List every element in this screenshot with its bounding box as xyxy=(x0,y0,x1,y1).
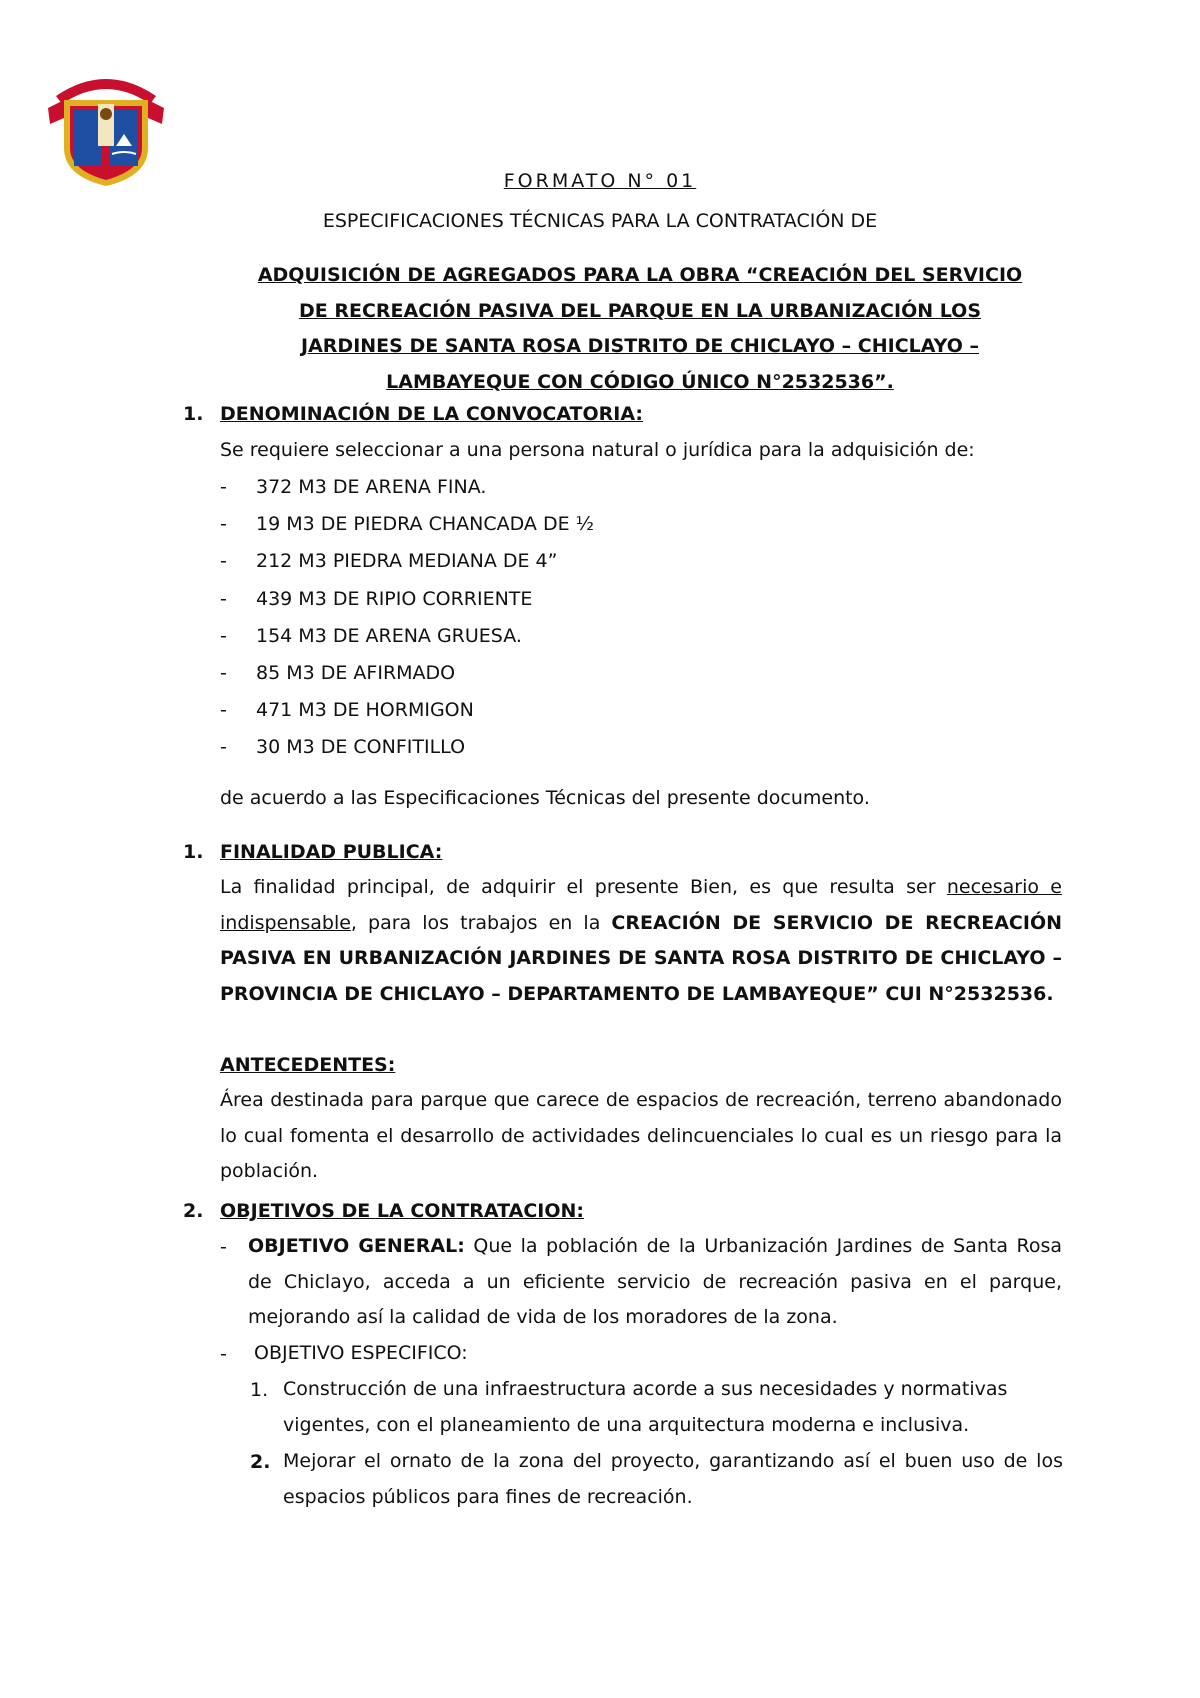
objetivo-general-paragraph xyxy=(248,1229,1062,1336)
objetivo-especifico-label: OBJETIVO ESPECIFICO: xyxy=(254,1342,468,1364)
antecedentes-paragraph: Área destinada para parque que carece de espacios de recreación, terreno abandonado lo cual fomenta el desarrollo de actividades delincuenciales lo cual es un riesgo para la población. xyxy=(220,1089,1062,1182)
section-heading-finalidad: FINALIDAD PUBLICA: xyxy=(220,841,443,863)
paragraph-text: La finalidad principal, de adquirir el presente Bien, es que resulta ser xyxy=(220,876,947,898)
list-bullet: - xyxy=(220,699,227,721)
list-bullet: - xyxy=(220,588,227,610)
list-bullet: - xyxy=(220,513,227,535)
finalidad-paragraph xyxy=(220,870,1062,1012)
list-item: 154 M3 DE ARENA GRUESA. xyxy=(256,625,522,647)
document-title xyxy=(210,258,1070,400)
title-line: ADQUISICIÓN DE AGREGADOS PARA LA OBRA “CREACIÓN DEL SERVICIO xyxy=(257,264,1023,286)
objetivo-general-text: Que la población de la Urbanización Jardines de Santa Rosa de Chiclayo, acceda a un eficiente servicio de recreación pasiva en el parque, mejorando así la calidad de vida de los moradores de la zona. xyxy=(248,1235,1062,1328)
list-bullet: - xyxy=(220,476,227,498)
title-line: DE RECREACIÓN PASIVA DEL PARQUE EN LA URBANIZACIÓN LOS xyxy=(298,299,981,322)
section-outro: de acuerdo a las Especificaciones Técnicas del presente documento. xyxy=(220,787,870,809)
list-bullet: - xyxy=(220,625,227,647)
list-item: 19 M3 DE PIEDRA CHANCADA DE ½ xyxy=(256,513,595,535)
section-heading-objetivos: OBJETIVOS DE LA CONTRATACION: xyxy=(220,1200,584,1222)
title-line: JARDINES DE SANTA ROSA DISTRITO DE CHICLAYO – CHICLAYO – xyxy=(301,335,979,357)
objetivo-especifico-item: Construcción de una infraestructura acorde a sus necesidades y normativas vigentes, con el planeamiento de una arquitectura moderna e inclusiva. xyxy=(283,1378,1008,1436)
section-number: 1. xyxy=(183,841,204,863)
list-item: 30 M3 DE CONFITILLO xyxy=(256,736,466,758)
list-bullet: - xyxy=(220,550,227,572)
underlined-text: necesario e indispensable xyxy=(220,876,1062,934)
list-item: 471 M3 DE HORMIGON xyxy=(256,699,474,721)
list-item: 85 M3 DE AFIRMADO xyxy=(256,662,456,684)
section-number: 2. xyxy=(183,1200,204,1222)
title-line: LAMBAYEQUE CON CÓDIGO ÚNICO N°2532536”. xyxy=(386,370,894,393)
formato-number: FORMATO N° 01 xyxy=(503,170,697,192)
list-bullet: - xyxy=(220,662,227,684)
section-heading-convocatoria: DENOMINACIÓN DE LA CONVOCATORIA: xyxy=(220,403,644,425)
list-bullet: - xyxy=(220,1343,227,1365)
sub-list-number: 2. xyxy=(250,1451,271,1473)
section-intro: Se requiere seleccionar a una persona natural o jurídica para la adquisición de: xyxy=(220,439,975,461)
list-item: 439 M3 DE RIPIO CORRIENTE xyxy=(256,588,533,610)
paragraph-text: , para los trabajos en la xyxy=(350,911,612,934)
section-number: 1. xyxy=(183,403,204,425)
list-item: 372 M3 DE ARENA FINA. xyxy=(256,476,487,498)
antecedentes-heading: ANTECEDENTES: xyxy=(220,1054,396,1076)
sub-list-number: 1. xyxy=(250,1379,269,1401)
list-bullet: - xyxy=(220,736,227,758)
bold-project-name: CREACIÓN DE SERVICIO DE RECREACIÓN PASIVA EN URBANIZACIÓN JARDINES DE SANTA ROSA DISTRITO DE CHICLAYO – PROVINCIA DE CHICLAYO – DEPARTAMENTO DE LAMBAYEQUE” CUI N°2532536. xyxy=(220,911,1062,1005)
list-item: 212 M3 PIEDRA MEDIANA DE 4” xyxy=(256,550,558,572)
list-bullet: - xyxy=(220,1236,227,1258)
document-subtitle: ESPECIFICACIONES TÉCNICAS PARA LA CONTRATACIÓN DE xyxy=(322,210,878,232)
objetivo-especifico-item: Mejorar el ornato de la zona del proyecto, garantizando así el buen uso de los espacios públicos para fines de recreación. xyxy=(283,1450,1063,1508)
objetivo-general-label: OBJETIVO GENERAL: xyxy=(248,1235,465,1257)
